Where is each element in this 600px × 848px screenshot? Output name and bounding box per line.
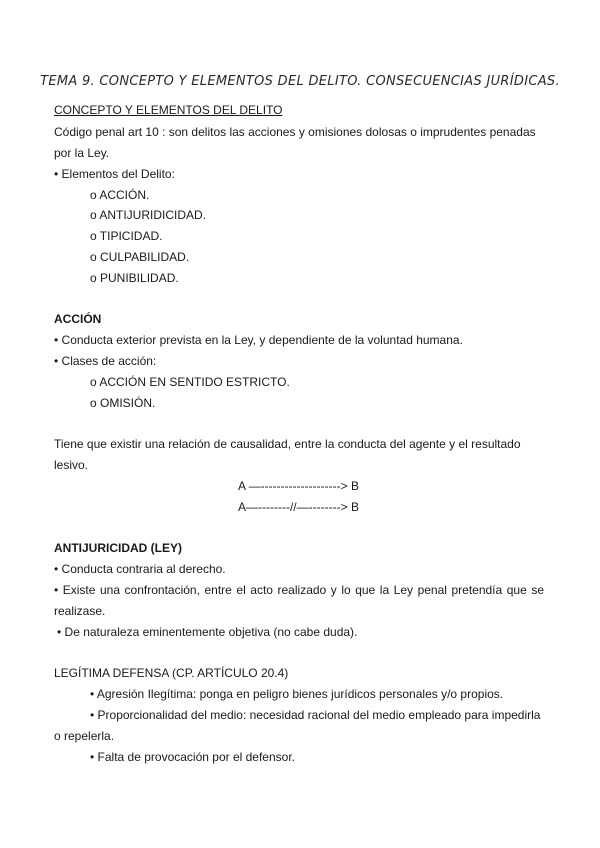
paragraph-line: Tiene que existir una relación de causalidad, entre la conducta del agente y el resultado — [54, 437, 521, 451]
bullet-item: • Clases de acción: — [54, 354, 157, 368]
section-heading-concepto: CONCEPTO Y ELEMENTOS DEL DELITO — [54, 103, 283, 117]
bullet-item: • Proporcionalidad del medio: necesidad racional del medio empleado para impedirla — [90, 708, 541, 722]
sub-list-item: o CULPABILIDAD. — [90, 250, 190, 264]
sub-list-item: o TIPICIDAD. — [90, 229, 163, 243]
bullet-item: • Conducta contraria al derecho. — [54, 562, 226, 576]
bullet-item: • Conducta exterior prevista en la Ley, y dependiente de la voluntad humana. — [54, 333, 463, 347]
bullet-item: • Falta de provocación por el defensor. — [90, 750, 295, 764]
bullet-item: • De naturaleza eminentemente objetiva (no cabe duda). — [57, 625, 358, 639]
bullet-item: • Elementos del Delito: — [54, 167, 175, 181]
paragraph-line: lesivo. — [54, 458, 89, 472]
section-heading-accion: ACCIÓN — [54, 312, 102, 326]
causality-diagram-line: A—--------//—--------> B — [238, 500, 359, 514]
sub-list-item: o ACCIÓN. — [90, 188, 150, 202]
document-title: TEMA 9. CONCEPTO Y ELEMENTOS DEL DELITO. CONSECUENCIAS JURÍDICAS. — [40, 74, 560, 89]
sub-list-item: o OMISIÓN. — [90, 396, 156, 410]
sub-list-item: o ANTIJURIDICIDAD. — [90, 208, 207, 222]
bullet-item: • Agresión Ilegítima: ponga en peligro bienes jurídicos personales y/o propios. — [90, 687, 504, 701]
paragraph-line: por la Ley. — [54, 146, 110, 160]
section-heading-legitima-defensa: LEGÍTIMA DEFENSA (CP. ARTÍCULO 20.4) — [54, 666, 289, 680]
paragraph-line: Código penal art 10 : son delitos las acciones y omisiones dolosas o imprudentes penadas — [54, 125, 536, 139]
section-heading-antijuricidad: ANTIJURICIDAD (LEY) — [54, 541, 182, 555]
sub-list-item: o PUNIBILIDAD. — [90, 271, 179, 285]
causality-diagram-line: A —--------------------> B — [238, 479, 359, 493]
sub-list-item: o ACCIÓN EN SENTIDO ESTRICTO. — [90, 375, 290, 389]
paragraph-line: o repelerla. — [54, 729, 115, 743]
bullet-item: • Existe una confrontación, entre el acto realizado y lo que la Ley penal pretendía que se — [54, 583, 544, 597]
paragraph-line: realizase. — [54, 604, 106, 618]
